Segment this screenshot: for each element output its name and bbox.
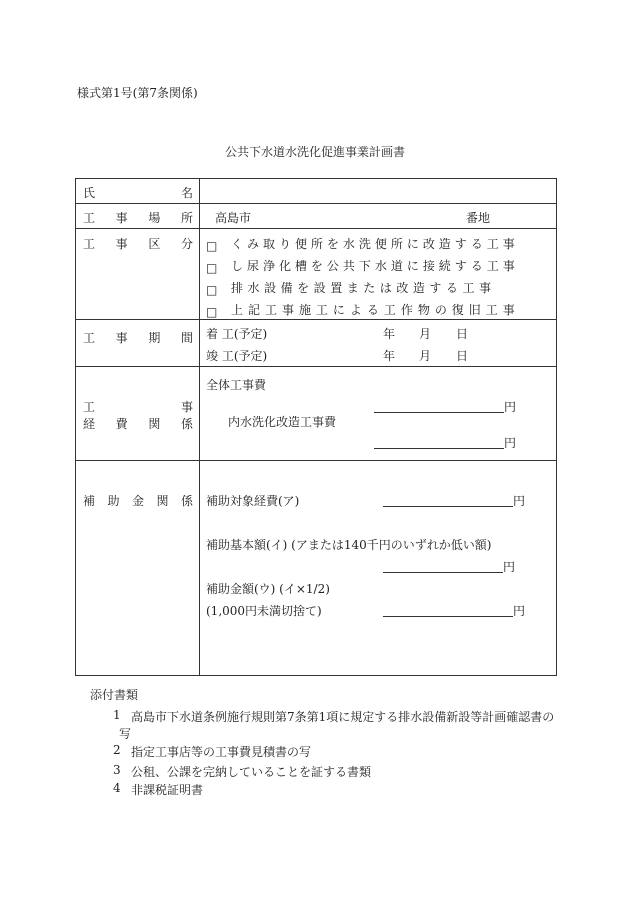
- label-location: [83, 209, 193, 226]
- option-char: 続: [438, 259, 451, 273]
- checkbox-icon[interactable]: □: [206, 305, 218, 319]
- label-char: 名: [180, 186, 193, 200]
- label-name: [83, 184, 193, 201]
- basic-amount-label: 補助基本額(イ) (アまたは140千円のいずれか低い額): [206, 538, 492, 552]
- attachment-text: 公租、公課を完納していることを証する書類: [131, 765, 372, 779]
- label-char: 関: [156, 494, 169, 508]
- subsidy-amount-label: 補助金額(ウ) (イ×1/2): [206, 582, 330, 596]
- option-char: り: [278, 237, 291, 251]
- total-cost-input[interactable]: [374, 412, 504, 413]
- option-char: 改: [396, 281, 409, 295]
- option-char: 槽: [294, 259, 307, 273]
- option-char: 工: [486, 237, 499, 251]
- option-char: く: [231, 237, 244, 251]
- basic-amount-input[interactable]: [383, 572, 503, 573]
- construction-type-option[interactable]: [206, 257, 225, 276]
- option-char: 所: [390, 237, 403, 251]
- option-text: [231, 301, 515, 318]
- label-char: 経: [83, 417, 96, 431]
- option-char: 便: [374, 237, 387, 251]
- option-char: 復: [451, 303, 464, 317]
- option-char: る: [470, 237, 483, 251]
- label-period: [83, 329, 193, 346]
- target-cost-input[interactable]: [383, 506, 513, 507]
- option-char: 置: [330, 281, 343, 295]
- option-char: 浄: [262, 259, 275, 273]
- inner-cost-input[interactable]: [374, 448, 504, 449]
- label-char: 金: [131, 494, 144, 508]
- label-char: 係: [180, 494, 193, 508]
- attachment-number: 1: [113, 708, 121, 722]
- option-text: [231, 279, 491, 296]
- construction-type-option[interactable]: [206, 279, 225, 298]
- label-char: 補: [83, 494, 96, 508]
- option-char: 排: [231, 281, 244, 295]
- option-char: 設: [313, 281, 326, 295]
- subsidy-amount-input[interactable]: [383, 616, 513, 617]
- option-char: に: [332, 303, 345, 317]
- option-char: 水: [342, 237, 355, 251]
- end-year[interactable]: 年: [383, 349, 396, 363]
- option-char: 上: [231, 303, 244, 317]
- option-char: 取: [262, 237, 275, 251]
- construction-type-option[interactable]: [206, 301, 225, 320]
- label-char: 区: [148, 237, 161, 251]
- target-cost-yen: 円: [513, 494, 526, 508]
- label-char: 費: [115, 417, 128, 431]
- document-title: 公共下水道水洗化促進事業計画書: [224, 145, 405, 159]
- option-char: す: [454, 259, 467, 273]
- option-char: す: [429, 281, 442, 295]
- end-day[interactable]: 日: [456, 349, 469, 363]
- attachments-heading: 添付書類: [90, 688, 139, 702]
- option-char: 工: [264, 303, 277, 317]
- option-char: 造: [412, 281, 425, 295]
- option-char: 事: [281, 303, 294, 317]
- option-char: 設: [264, 281, 277, 295]
- option-char: 水: [374, 259, 387, 273]
- option-char: 事: [502, 303, 515, 317]
- option-char: 施: [298, 303, 311, 317]
- option-char: 物: [417, 303, 430, 317]
- label-char: 事: [115, 237, 128, 251]
- attachment-text: 高島市下水道条例施行規則第7条第1項に規定する排水設備新設等計画確認書の: [131, 710, 555, 724]
- option-char: た: [363, 281, 376, 295]
- attachment-number: 2: [113, 743, 121, 757]
- option-char: よ: [349, 303, 362, 317]
- option-text: [231, 235, 515, 252]
- option-char: 工: [462, 281, 475, 295]
- option-char: 洗: [358, 237, 371, 251]
- start-month[interactable]: 月: [419, 327, 432, 341]
- row-divider: [76, 366, 556, 367]
- option-char: 工: [485, 303, 498, 317]
- basic-amount-yen: 円: [503, 560, 516, 574]
- option-char: ま: [346, 281, 359, 295]
- end-month[interactable]: 月: [419, 349, 432, 363]
- label-char: 工: [83, 400, 96, 414]
- row-divider: [76, 460, 556, 461]
- label-char: 氏: [83, 186, 96, 200]
- option-char: 工: [383, 303, 396, 317]
- option-char: 備: [280, 281, 293, 295]
- start-label: 着 工(予定): [206, 327, 268, 341]
- option-char: 所: [310, 237, 323, 251]
- label-char: 係: [180, 417, 193, 431]
- option-char: 共: [342, 259, 355, 273]
- label-char: 期: [148, 331, 161, 345]
- total-cost-yen: 円: [504, 400, 517, 414]
- option-char: す: [454, 237, 467, 251]
- label-char: 所: [180, 211, 193, 225]
- option-char: 記: [247, 303, 260, 317]
- form-number: 様式第1号(第7条関係): [77, 86, 198, 100]
- name-input[interactable]: [204, 181, 554, 201]
- location-city: 高島市: [215, 211, 252, 225]
- checkbox-icon[interactable]: □: [206, 261, 218, 275]
- option-char: 事: [502, 237, 515, 251]
- label-char: 事: [180, 400, 193, 414]
- option-char: 事: [502, 259, 515, 273]
- option-char: 事: [478, 281, 491, 295]
- total-cost-label: 全体工事費: [206, 378, 267, 392]
- option-char: 道: [390, 259, 403, 273]
- attachment-number: 3: [113, 763, 121, 777]
- option-char: 作: [400, 303, 413, 317]
- end-label: 竣 工(予定): [206, 349, 268, 363]
- label-char: 工: [83, 331, 96, 345]
- option-text: [231, 257, 515, 274]
- construction-type-option[interactable]: [206, 235, 225, 254]
- option-char: 造: [438, 237, 451, 251]
- attachment-text-continued: 写: [119, 727, 132, 741]
- location-banchi: 番地: [466, 211, 491, 225]
- row-divider: [76, 319, 556, 320]
- option-char: み: [246, 237, 259, 251]
- label-cost-line2: [83, 415, 193, 432]
- option-char: 改: [422, 237, 435, 251]
- start-year[interactable]: 年: [383, 327, 396, 341]
- label-char: 場: [148, 211, 161, 225]
- option-char: 便: [294, 237, 307, 251]
- option-char: の: [434, 303, 447, 317]
- inner-cost-yen: 円: [504, 436, 517, 450]
- option-char: 化: [278, 259, 291, 273]
- row-divider: [76, 228, 556, 229]
- row-divider: [76, 203, 556, 204]
- option-char: に: [406, 237, 419, 251]
- checkbox-icon[interactable]: □: [206, 239, 218, 253]
- option-char: る: [366, 303, 379, 317]
- option-char: は: [379, 281, 392, 295]
- option-char: 水: [247, 281, 260, 295]
- label-char: 分: [180, 237, 193, 251]
- rounding-note: (1,000円未満切捨て): [206, 604, 322, 618]
- start-day[interactable]: 日: [456, 327, 469, 341]
- label-char: 事: [115, 331, 128, 345]
- label-char: 助: [107, 494, 120, 508]
- target-cost-label: 補助対象経費(ア): [206, 494, 300, 508]
- option-char: 工: [486, 259, 499, 273]
- label-subsidy: [83, 492, 193, 509]
- attachment-text: 非課税証明書: [131, 783, 204, 797]
- subsidy-amount-yen: 円: [513, 604, 526, 618]
- label-char: 工: [83, 211, 96, 225]
- label-char: 事: [115, 211, 128, 225]
- label-char: 工: [83, 237, 96, 251]
- option-char: る: [445, 281, 458, 295]
- option-char: し: [231, 259, 244, 273]
- option-char: を: [297, 281, 310, 295]
- label-construction-type: [83, 235, 193, 252]
- label-char: 間: [180, 331, 193, 345]
- checkbox-icon[interactable]: □: [206, 283, 218, 297]
- inner-cost-label: 内水洗化改造工事費: [228, 415, 337, 429]
- option-char: に: [406, 259, 419, 273]
- plan-form-table: [75, 178, 557, 676]
- option-char: を: [326, 237, 339, 251]
- option-char: 工: [315, 303, 328, 317]
- option-char: る: [470, 259, 483, 273]
- option-char: 旧: [468, 303, 481, 317]
- option-char: を: [310, 259, 323, 273]
- option-char: 下: [358, 259, 371, 273]
- label-char: 関: [148, 417, 161, 431]
- attachment-number: 4: [113, 781, 121, 795]
- option-char: 接: [422, 259, 435, 273]
- label-cost-line1: [83, 398, 193, 415]
- option-char: 尿: [246, 259, 259, 273]
- attachment-text: 指定工事店等の工事費見積書の写: [131, 745, 312, 759]
- option-char: 公: [326, 259, 339, 273]
- column-divider: [199, 179, 200, 675]
